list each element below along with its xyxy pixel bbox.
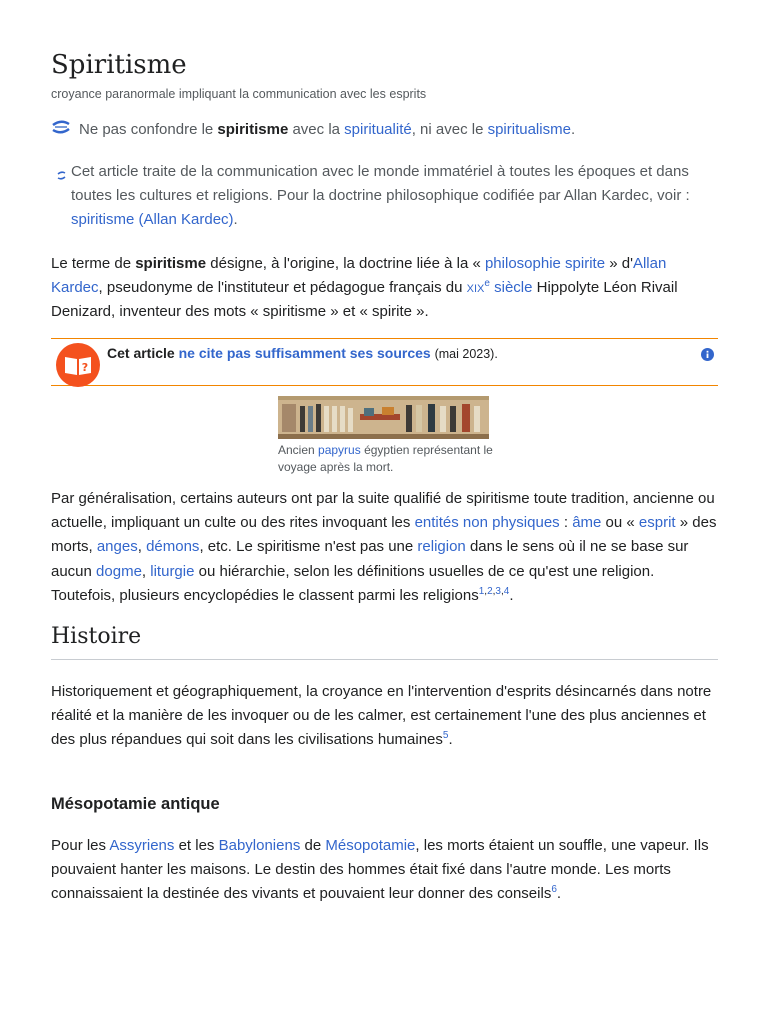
link-sources[interactable]: ne cite pas suffisamment ses sources: [178, 345, 431, 361]
link-xixe-siecle[interactable]: xix$^e$ siècle: [466, 278, 533, 297]
generalisation-paragraph: Par généralisation, certains auteurs ont par la suite qualifié de spiritisme toute tradition, ancienne ou actuelle, impliquant un culte ou des rites invoquant les entités non physiques : âme ou « esprit » des morts, anges, démons, etc. Le spiritisme n'est pas une religion dans le sens où il ne se base sur aucun dogme, liturgie ou hiérarchie, selon les définitions usuelles de ce qu'est une religion. Toutefois, plusieurs encyclopédies le classent parmi les religions$^{1,2,3,4}$.: [51, 490, 717, 604]
mesopotamie-paragraph: Pour les Assyriens et les Babyloniens de Mésopotamie, les morts étaient un souffle, une vapeur. Ils pouvaient hanter les maisons. Le destin des hommes était fixé dans l'autre monde. Les morts connaissaient la destinée des vivants et pouvaient leur donner des conseils$^6$.: [51, 837, 709, 903]
reference-link[interactable]: 2: [487, 585, 493, 597]
link-anges[interactable]: anges: [96, 538, 138, 556]
section-heading-histoire: Histoire: [51, 624, 718, 660]
link-assyriens[interactable]: Assyriens: [109, 837, 175, 854]
page-title: Spiritisme: [51, 50, 187, 80]
reference-link[interactable]: 3: [495, 585, 501, 597]
disambiguation-arrows-small-icon: [57, 164, 66, 188]
reference-link[interactable]: 5: [442, 730, 449, 742]
info-icon[interactable]: [701, 348, 714, 366]
reference-link[interactable]: 4: [503, 585, 510, 597]
hatnote-disambiguation: Ne pas confondre le spiritisme avec la spiritualité, ni avec le spiritualisme.: [51, 118, 711, 142]
reference-link[interactable]: 6: [551, 884, 557, 896]
section-heading-mesopotamie: Mésopotamie antique: [51, 795, 220, 813]
link-philosophie-spirite[interactable]: philosophie spirite: [484, 255, 606, 272]
link-spiritualisme[interactable]: spiritualisme: [487, 121, 571, 138]
papyrus-figure: [278, 396, 498, 476]
disambiguation-arrows-icon: [51, 118, 71, 142]
link-spiritualite[interactable]: spiritualité: [344, 121, 412, 138]
book-question-icon: [55, 342, 101, 393]
sources-warning-box: ? Cet article ne cite pas suffisamment ses sources (mai 2023).: [51, 338, 718, 386]
intro-paragraph: Le terme de spiritisme désigne, à l'origine, la doctrine liée à la « philosophie spirite » d'Allan Kardec, pseudonyme de l'instituteur et pédagogue français du xix$^e$ siècle Hippolyte Léon Rivail Denizard, inventeur des mots « spiritisme » et « spirite ».: [51, 255, 678, 321]
link-entites-non-physiques[interactable]: entités non physiques: [414, 514, 560, 532]
link-spiritisme-kardec[interactable]: spiritisme (Allan Kardec): [71, 211, 234, 228]
reference-group: 1,2,3,4: [478, 585, 510, 597]
link-esprit[interactable]: esprit: [638, 514, 676, 532]
page-subtitle: croyance paranormale impliquant la communication avec les esprits: [51, 87, 427, 101]
link-ame[interactable]: âme: [572, 514, 602, 532]
link-liturgie[interactable]: liturgie: [150, 562, 195, 580]
link-allan-kardec[interactable]: Allan Kardec: [51, 255, 667, 297]
link-papyrus[interactable]: papyrus: [318, 443, 361, 457]
histoire-paragraph: Historiquement et géographiquement, la croyance en l'intervention d'esprits désincarnés dans notre réalité et la manière de les invoquer ou de les calmer, est certainement l'une des plus anciennes et des plus répandues qui soit dans les civilisations humaines$^5$.: [51, 683, 712, 749]
papyrus-image[interactable]: [278, 396, 489, 439]
link-demons[interactable]: démons: [146, 538, 200, 556]
link-dogme[interactable]: dogme: [96, 562, 142, 580]
reference-link[interactable]: 1: [478, 585, 485, 597]
hatnote-term: spiritisme: [217, 121, 289, 138]
figure-caption: Ancien papyrus égyptien représentant le voyage après la mort.: [278, 443, 493, 474]
link-religion[interactable]: religion: [417, 538, 466, 556]
link-babyloniens[interactable]: Babyloniens: [218, 837, 301, 854]
article-page: Spiritisme croyance paranormale impliquant la communication avec les esprits Ne pas confondre le spiritisme avec la spiritualité, ni avec le spiritualisme. Cet article traite de la communication avec le monde immatériel à toutes les époques et dans toutes les cultures et religions. Pour la doctrine philosophique codifiée par Allan Kardec, voir : spiritisme (Allan Kardec). Le terme de spiritisme désigne, à l'origine, la doctrine liée à la « philosophie spirite » d'Allan Kardec, pseudonyme de l'instituteur et pédagogue français du xix$^e$ siècle Hippolyte Léon Rivail Denizard, inventeur des mots « spiritisme » et « spirite ». ? Cet article ne cite pas suffisamment ses sources (mai 2023). Ancien papyrus égyptien représentant le voyage après la mort. Par généralisation, certains auteurs ont par la suite qualifié de spiritisme toute tradition, ancienne ou actuelle, impliquant un culte ou des rites invoquant les entités non physiques : âme ou « esprit » des morts, anges, démons, etc. Le spiritisme n'est pas une religion dans le sens où il ne se base sur aucun dogme, liturgie ou hiérarchie, selon les définitions usuelles de ce qu'est une religion. Toutefois, plusieurs encyclopédies le classent parmi les religions$^{1,2,3,4}$. Histoire Historiquement et géographiquement, la croyance en l'intervention d'esprits désincarnés dans notre réalité et la manière de les invoquer ou de les calmer, est certainement l'une des plus anciennes et des plus répandues qui soit dans les civilisations humaines$^5$. Mésopotamie antique Pour les Assyriens et les Babyloniens de Mésopotamie, les morts étaient un souffle, une vapeur. Ils pouvaient hanter les maisons. Le destin des hommes était fixé dans l'autre monde. Les morts connaissaient la destinée des vivants et pouvaient leur donner des conseils$^6$.: [0, 0, 768, 1024]
link-mesopotamie[interactable]: Mésopotamie: [325, 837, 416, 854]
svg-text:?: ?: [81, 361, 89, 374]
